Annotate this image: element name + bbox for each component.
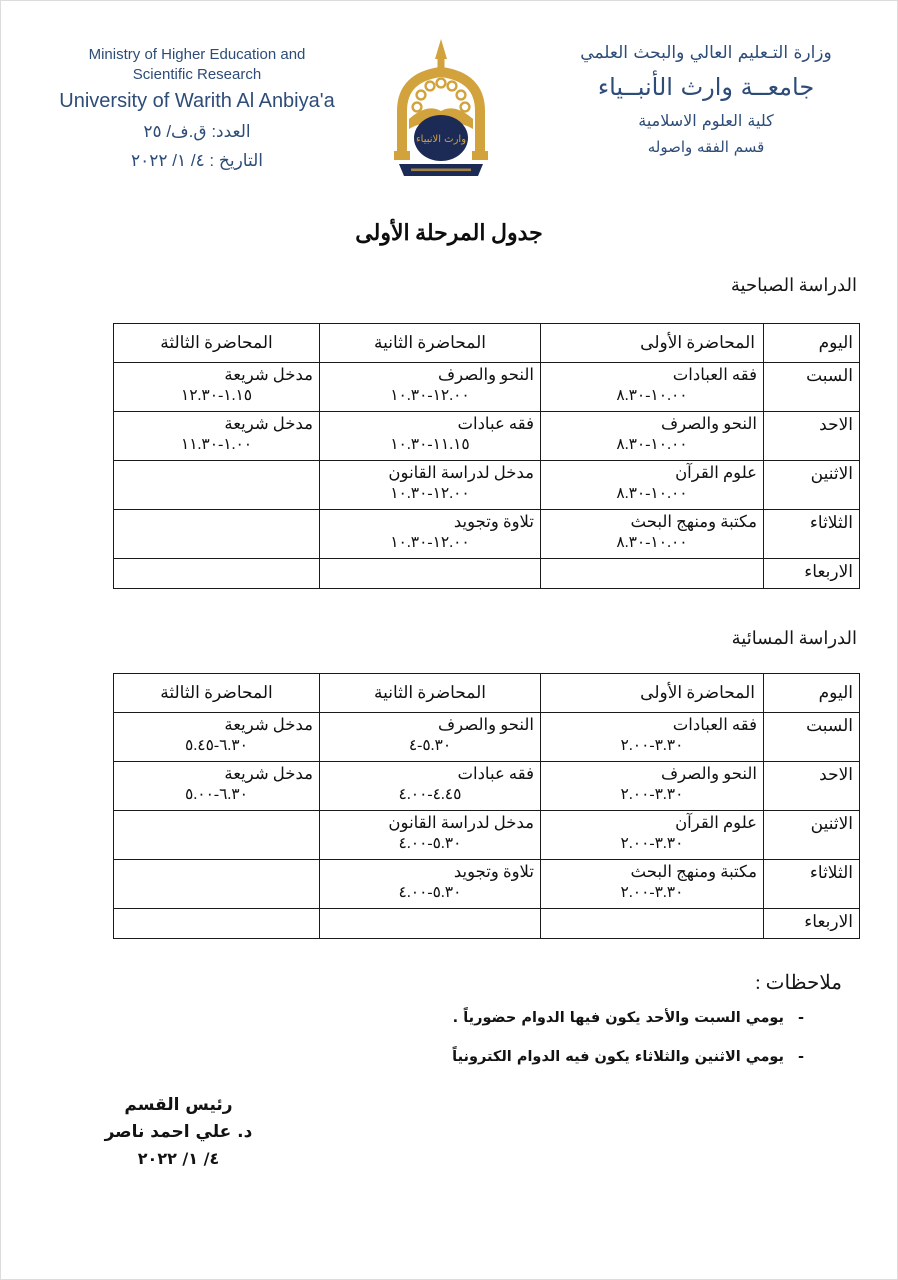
subject: تلاوة وتجويد xyxy=(453,512,534,531)
evening-schedule-table xyxy=(113,673,860,939)
table-header-row xyxy=(114,674,860,713)
section-label-evening: الدراسة المسائية xyxy=(731,628,857,648)
subject xyxy=(114,860,319,862)
lecture-time: ١٠.٠٠-٨.٣٠ xyxy=(616,386,688,404)
signature-date: ٤/ ١/ ٢٠٢٢ xyxy=(137,1149,220,1168)
day-name: السبت xyxy=(764,363,860,412)
subject: فقه العبادات xyxy=(672,715,757,734)
subject xyxy=(114,811,319,813)
day-name: الاربعاء xyxy=(764,559,860,589)
lecture-time: ٣.٣٠-٢.٠٠ xyxy=(620,883,684,901)
subject xyxy=(541,909,763,911)
day-name: الثلاثاء xyxy=(764,860,860,909)
dash-bullet-icon: - xyxy=(797,1010,804,1026)
column-header-day: اليوم xyxy=(764,674,860,713)
lecture-time: ٣.٣٠-٢.٠٠ xyxy=(620,834,684,852)
note-text: يومي الاثنين والثلاثاء يكون فيه الدوام الكترونياً xyxy=(452,1049,784,1065)
subject xyxy=(541,559,763,561)
subject xyxy=(114,461,319,463)
ministry-en-line1: Ministry of Higher Education and xyxy=(88,46,306,63)
subject: مدخل لدراسة القانون xyxy=(388,463,534,482)
lecture-time: ٦.٣٠-٥.٤٥ xyxy=(185,736,248,754)
table-row xyxy=(114,713,860,762)
lecture-time: ٥.٣٠-٤.٠٠ xyxy=(398,883,462,901)
lecture-time: ٦.٣٠-٥.٠٠ xyxy=(185,785,248,803)
subject: فقه عبادات xyxy=(457,414,534,433)
subject: النحو والصرف xyxy=(661,764,757,783)
ministry-en-line2: Scientific Research xyxy=(132,66,262,84)
column-header-second-lecture: المحاضرة الثانية xyxy=(320,674,541,713)
subject: مدخل شريعة xyxy=(224,365,313,384)
note-item xyxy=(453,1010,804,1026)
page-title: جدول المرحلة الأولى xyxy=(355,220,543,245)
subject: مكتبة ومنهج البحث xyxy=(630,512,757,531)
signer-name: د. علي احمد ناصر xyxy=(104,1122,253,1142)
day-name: الثلاثاء xyxy=(764,510,860,559)
issue-number: العدد: ق.ف/ ٢٥ xyxy=(143,121,251,141)
lecture-time: ١١.١٥-١٠.٣٠ xyxy=(390,435,470,453)
ministry-ar: وزارة التـعليم العالي والبحث العلمي xyxy=(580,43,832,63)
table-row xyxy=(114,860,860,909)
table-row xyxy=(114,510,860,559)
signer-title: رئيس القسم xyxy=(124,1095,233,1115)
lecture-time: ١٠.٠٠-٨.٣٠ xyxy=(616,533,688,551)
subject: علوم القرآن xyxy=(675,813,757,832)
morning-schedule-table xyxy=(113,323,860,589)
lecture-time: ٥.٣٠-٤ xyxy=(408,736,452,754)
lecture-time: ١.٠٠-١١.٣٠ xyxy=(180,435,253,453)
subject: النحو والصرف xyxy=(438,715,534,734)
note-item xyxy=(452,1049,804,1065)
day-name: الاحد xyxy=(764,412,860,461)
subject: مدخل لدراسة القانون xyxy=(388,813,534,832)
day-name: الاثنين xyxy=(764,461,860,510)
college-ar: كلية العلوم الاسلامية xyxy=(638,111,774,130)
column-header-third-lecture: المحاضرة الثالثة xyxy=(114,324,320,363)
subject: النحو والصرف xyxy=(438,365,534,384)
subject xyxy=(114,510,319,512)
column-header-second-lecture: المحاضرة الثانية xyxy=(320,324,541,363)
issue-date: التاريخ : ٤/ ١/ ٢٠٢٢ xyxy=(130,150,263,170)
table-row xyxy=(114,559,860,589)
subject: علوم القرآن xyxy=(675,463,757,482)
logo-center-text: وارث الانبياء xyxy=(415,134,467,145)
table-row xyxy=(114,909,860,939)
note-text: يومي السبت والأحد يكون فيها الدوام حضورياً . xyxy=(452,1010,784,1026)
subject: مدخل شريعة xyxy=(224,764,313,783)
column-header-day: اليوم xyxy=(764,324,860,363)
subject: مدخل شريعة xyxy=(224,715,313,734)
table-row xyxy=(114,363,860,412)
subject xyxy=(114,909,319,911)
lecture-time: ١٠.٠٠-٨.٣٠ xyxy=(616,484,688,502)
day-name: الاحد xyxy=(764,762,860,811)
header-right-block xyxy=(541,43,871,156)
day-name: السبت xyxy=(764,713,860,762)
signature-block xyxy=(91,1095,266,1168)
section-label-morning: الدراسة الصباحية xyxy=(730,275,857,295)
lecture-time: ١.١٥-١٢.٣٠ xyxy=(180,386,253,404)
dash-bullet-icon: - xyxy=(797,1049,804,1065)
subject xyxy=(320,559,540,561)
lecture-time: ١٢.٠٠-١٠.٣٠ xyxy=(390,484,470,502)
subject: مكتبة ومنهج البحث xyxy=(630,862,757,881)
table-row xyxy=(114,811,860,860)
column-header-first-lecture: المحاضرة الأولى xyxy=(541,324,764,363)
university-emblem-icon xyxy=(373,37,509,189)
subject xyxy=(114,559,319,561)
subject: تلاوة وتجويد xyxy=(453,862,534,881)
lecture-time: ٤.٤٥-٤.٠٠ xyxy=(398,785,462,803)
university-logo xyxy=(373,37,509,189)
subject: فقه العبادات xyxy=(672,365,757,384)
lecture-time: ٣.٣٠-٢.٠٠ xyxy=(620,785,684,803)
university-en: University of Warith Al Anbiya'a xyxy=(59,89,335,112)
table-row xyxy=(114,762,860,811)
notes-heading: ملاحظات : xyxy=(755,972,842,994)
column-header-third-lecture: المحاضرة الثالثة xyxy=(114,674,320,713)
lecture-time: ١٢.٠٠-١٠.٣٠ xyxy=(390,533,470,551)
lecture-time: ٥.٣٠-٤.٠٠ xyxy=(398,834,462,852)
day-name: الاربعاء xyxy=(764,909,860,939)
subject: النحو والصرف xyxy=(661,414,757,433)
subject: مدخل شريعة xyxy=(224,414,313,433)
table-row xyxy=(114,412,860,461)
university-ar: جامعــة وارث الأنبــياء xyxy=(597,73,815,101)
day-name: الاثنين xyxy=(764,811,860,860)
lecture-time: ١٠.٠٠-٨.٣٠ xyxy=(616,435,688,453)
table-header-row xyxy=(114,324,860,363)
column-header-first-lecture: المحاضرة الأولى xyxy=(541,674,764,713)
subject xyxy=(320,909,540,911)
header-left-block xyxy=(37,45,357,171)
subject: فقه عبادات xyxy=(457,764,534,783)
lecture-time: ١٢.٠٠-١٠.٣٠ xyxy=(390,386,470,404)
table-row xyxy=(114,461,860,510)
lecture-time: ٣.٣٠-٢.٠٠ xyxy=(620,736,684,754)
department-ar: قسم الفقه واصوله xyxy=(647,138,765,156)
